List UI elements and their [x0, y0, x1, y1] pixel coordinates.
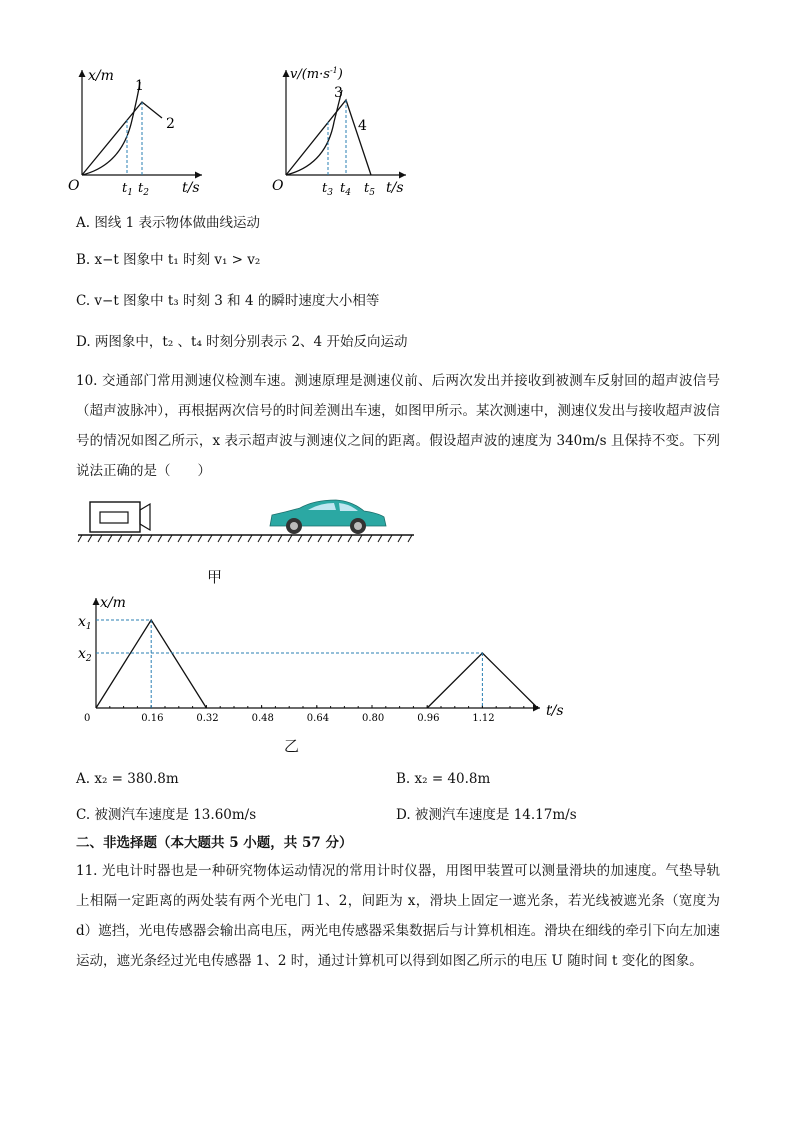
origin-label: O	[68, 178, 80, 194]
curve-4-label: 4	[358, 118, 367, 134]
figure-yi-chart	[70, 590, 580, 725]
q9-option-b[interactable]: B. x−t 图象中 t₁ 时刻 v₁ > v₂	[76, 252, 261, 268]
q9-option-c[interactable]: C. v−t 图象中 t₃ 时刻 3 和 4 的瞬时速度大小相等	[76, 293, 380, 309]
curve-3-label: 3	[334, 85, 343, 101]
y-tick-x2: $x_2$	[78, 646, 92, 664]
series-line-1	[96, 620, 206, 708]
q10-option-a[interactable]: A. x₂ = 380.8m	[76, 771, 179, 787]
x-axis-label: t/s	[386, 180, 404, 196]
q10-option-b[interactable]: B. x₂ = 40.8m	[396, 771, 491, 787]
x-axis-label: t/s	[546, 703, 564, 719]
section-heading: 二、非选择题（本大题共 5 小题，共 57 分）	[76, 835, 353, 851]
q10-stem: 10. 交通部门常用测速仪检测车速。测速原理是测速仪前、后两次发出并接收到被测车反射回的超声波信号（超声波脉冲），再根据两次信号的时间差测出车速，如图甲所示。某次测速中，测速仪发出与接收超声波信号的情况如图乙所示，x 表示超声波与测速仪之间的距离。假设超声波的速度为 340m/s 且保持不变。下列说法正确的是（ ）	[76, 373, 720, 479]
x-tick-label: 0.80	[362, 713, 385, 724]
tick-t2: $t_2$	[138, 181, 149, 198]
x-tick-label: 0.64	[306, 713, 330, 724]
y-axis-label: $v/(m\cdot s^{-1})$	[290, 66, 343, 82]
curve-1	[82, 82, 140, 175]
figure-yi-label: 乙	[284, 737, 300, 755]
q9-option-a[interactable]: A. 图线 1 表示物体做曲线运动	[76, 215, 261, 231]
x-tick-label: 0	[84, 713, 91, 724]
q9-option-d[interactable]: D. 两图象中，t₂ 、t₄ 时刻分别表示 2、4 开始反向运动	[76, 334, 408, 350]
tick-t4: $t_4$	[340, 181, 351, 198]
q10-option-d[interactable]: D. 被测汽车速度是 14.17m/s	[396, 807, 577, 823]
q11-stem: 11. 光电计时器也是一种研究物体运动情况的常用计时仪器，用图甲装置可以测量滑块的加速度。气垫导轨上相隔一定距离的两处装有两个光电门 1、2，间距为 x，滑块上固定一遮光条，若光线被遮光条（宽度为 d）遮挡，光电传感器会输出高电压，两光电传感器采集数据后与计算机相连。滑块在细线的牵引下向左加速运动，遮光条经过光电传感器 1、2 时，通过计算机可以得到如图乙所示的电压 U 随时间 t 变化的图象。	[76, 863, 720, 969]
x-tick-label: 0.96	[417, 713, 440, 724]
q10-option-c[interactable]: C. 被测汽车速度是 13.60m/s	[76, 807, 257, 823]
tick-t3: $t_3$	[322, 181, 333, 198]
vt-graph	[266, 60, 416, 200]
y-axis-label: x/m	[88, 68, 114, 84]
x-axis-label: t/s	[182, 180, 200, 196]
curve-2-label: 2	[166, 116, 175, 132]
y-axis-label: x/m	[100, 595, 126, 611]
x-tick-label: 1.12	[472, 713, 495, 724]
x-tick-label: 0.48	[251, 713, 274, 724]
curve-2	[82, 102, 162, 175]
xt-graph	[62, 60, 212, 200]
tick-t1: $t_1$	[122, 181, 133, 198]
tick-t5: $t_5$	[364, 181, 375, 198]
y-tick-x1: $x_1$	[78, 614, 92, 632]
origin-label: O	[272, 178, 284, 194]
x-tick-label: 0.16	[141, 713, 164, 724]
curve-1-label: 1	[135, 78, 144, 94]
speed-gun-icon	[90, 502, 150, 532]
figure-jia-label: 甲	[207, 568, 223, 586]
ground-hatch	[78, 535, 412, 542]
figure-jia	[74, 490, 424, 546]
car-icon	[270, 500, 386, 534]
curve-3	[286, 90, 342, 175]
x-tick-label: 0.32	[196, 713, 219, 724]
